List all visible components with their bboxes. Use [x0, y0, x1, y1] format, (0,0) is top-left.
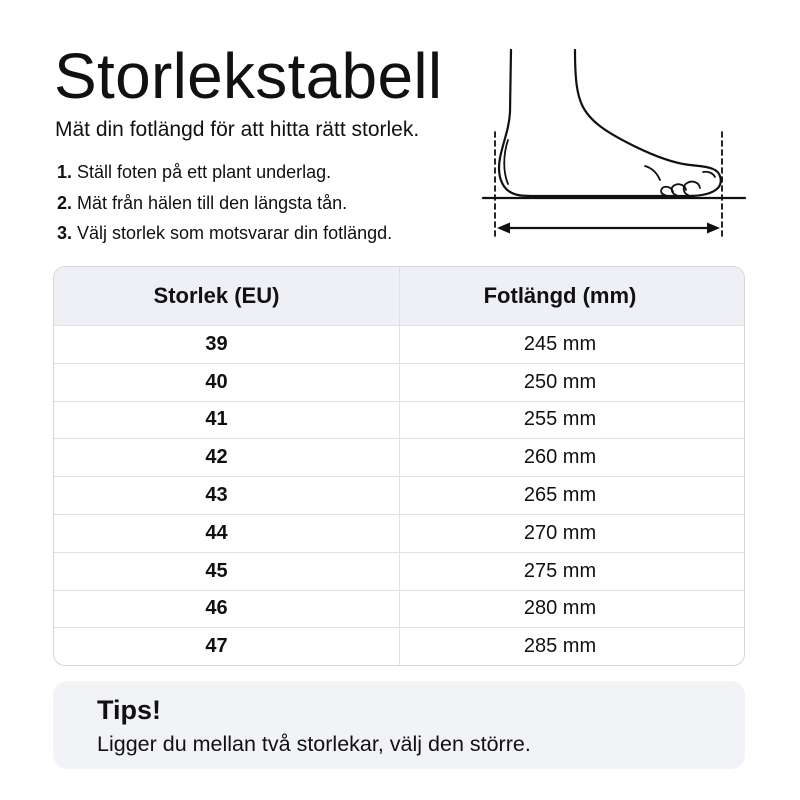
step-number: 3. — [57, 223, 73, 243]
column-header-size: Storlek (EU) — [54, 267, 400, 325]
step-text: Ställ foten på ett plant underlag. — [77, 162, 332, 182]
size-cell: 45 — [54, 553, 400, 590]
foot-length-cell: 270 mm — [523, 521, 597, 544]
step-item — [57, 188, 392, 219]
length-arrow-right-head — [707, 223, 720, 234]
step-number: 1. — [57, 162, 73, 182]
tips-text: Ligger du mellan två storlekar, välj den större. — [97, 732, 531, 756]
foot-outline — [499, 50, 721, 196]
foot-length-cell: 260 mm — [523, 446, 597, 469]
table-row — [54, 438, 744, 476]
size-table — [53, 266, 745, 666]
table-row — [54, 590, 744, 628]
table-row — [54, 325, 744, 363]
table-row — [54, 401, 744, 439]
step-text: Välj storlek som motsvarar din fotlängd. — [77, 223, 393, 243]
step-item — [57, 218, 392, 249]
foot-length-cell: 245 mm — [523, 332, 597, 355]
heel-detail — [504, 140, 508, 184]
foot-length-cell: 255 mm — [523, 408, 597, 431]
size-cell: 43 — [54, 477, 400, 514]
tips-title: Tips! — [97, 695, 162, 725]
foot-ball-detail — [645, 166, 660, 180]
foot-length-cell: 265 mm — [523, 484, 597, 507]
table-row — [54, 627, 744, 665]
table-row — [54, 514, 744, 552]
foot-length-cell: 285 mm — [523, 635, 597, 658]
step-item — [57, 157, 392, 188]
size-cell: 44 — [54, 515, 400, 552]
tips-box — [53, 681, 745, 769]
big-toe-detail — [703, 172, 715, 177]
size-cell: 47 — [54, 628, 400, 665]
table-row — [54, 363, 744, 401]
table-row — [54, 552, 744, 590]
size-cell: 41 — [54, 402, 400, 439]
foot-measurement-icon — [470, 40, 760, 255]
step-number: 2. — [57, 192, 73, 213]
table-row — [54, 476, 744, 514]
column-header-foot-length: Fotlängd (mm) — [483, 283, 637, 308]
size-cell: 39 — [54, 326, 400, 363]
foot-length-cell: 280 mm — [523, 597, 597, 620]
table-header-row — [54, 267, 744, 325]
foot-length-cell: 250 mm — [523, 370, 597, 393]
foot-length-cell: 275 mm — [523, 559, 597, 582]
length-arrow-left-head — [497, 223, 510, 234]
instruction-steps — [57, 157, 392, 249]
size-cell: 40 — [54, 364, 400, 401]
subtitle: Mät din fotlängd för att hitta rätt storlek. — [55, 118, 420, 141]
step-text: Mät från hälen till den längsta tån. — [77, 192, 348, 213]
size-cell: 42 — [54, 439, 400, 476]
size-cell: 46 — [54, 591, 400, 628]
page-title: Storlekstabell — [54, 40, 443, 112]
